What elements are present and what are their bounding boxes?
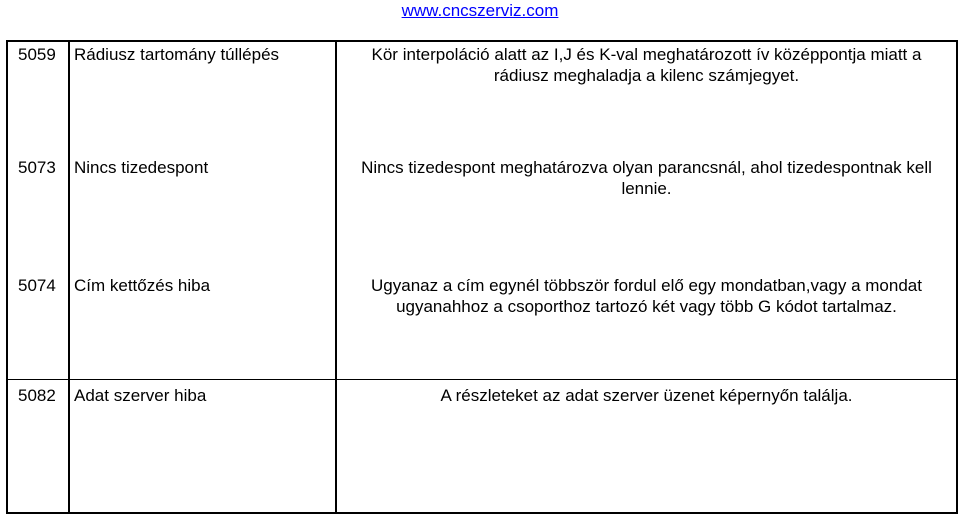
table-row bbox=[7, 41, 957, 155]
error-code-cell bbox=[7, 273, 69, 379]
error-description: Nincs tizedespont meghatározva olyan parancsnál, ahol tizedespontnak kell lennie. bbox=[361, 158, 932, 198]
error-description-cell bbox=[336, 379, 957, 513]
error-code-table bbox=[6, 40, 958, 514]
error-code: 5059 bbox=[18, 45, 56, 64]
error-name-cell bbox=[69, 41, 336, 155]
error-code: 5074 bbox=[18, 276, 56, 295]
error-name-cell bbox=[69, 379, 336, 513]
error-code-cell bbox=[7, 379, 69, 513]
error-description-cell bbox=[336, 41, 957, 155]
error-code-cell bbox=[7, 41, 69, 155]
error-code: 5082 bbox=[18, 385, 56, 405]
table-row bbox=[7, 273, 957, 379]
error-code: 5073 bbox=[18, 158, 56, 177]
error-name: Rádiusz tartomány túllépés bbox=[74, 45, 280, 64]
error-code-cell bbox=[7, 155, 69, 273]
error-description: A részleteket az adat szerver üzenet képernyőn találja. bbox=[440, 385, 853, 405]
error-name: Nincs tizedespont bbox=[74, 158, 209, 177]
site-link[interactable]: www.cncszerviz.com bbox=[401, 1, 559, 20]
table-row bbox=[7, 155, 957, 273]
error-description: Kör interpoláció alatt az I,J és K-val meghatározott ív középpontja miatt a rádiusz meghaladja a kilenc számjegyet. bbox=[371, 45, 922, 85]
error-name-cell bbox=[69, 155, 336, 273]
error-description: Ugyanaz a cím egynél többször fordul elő egy mondatban,vagy a mondat ugyanahhoz a csoporthoz tartozó két vagy több G kódot tartalmaz. bbox=[371, 276, 922, 316]
error-name: Cím kettőzés hiba bbox=[74, 276, 211, 295]
error-description-cell bbox=[336, 155, 957, 273]
table-row bbox=[7, 379, 957, 513]
error-description-cell bbox=[336, 273, 957, 379]
error-name: Adat szerver hiba bbox=[74, 385, 207, 405]
error-name-cell bbox=[69, 273, 336, 379]
